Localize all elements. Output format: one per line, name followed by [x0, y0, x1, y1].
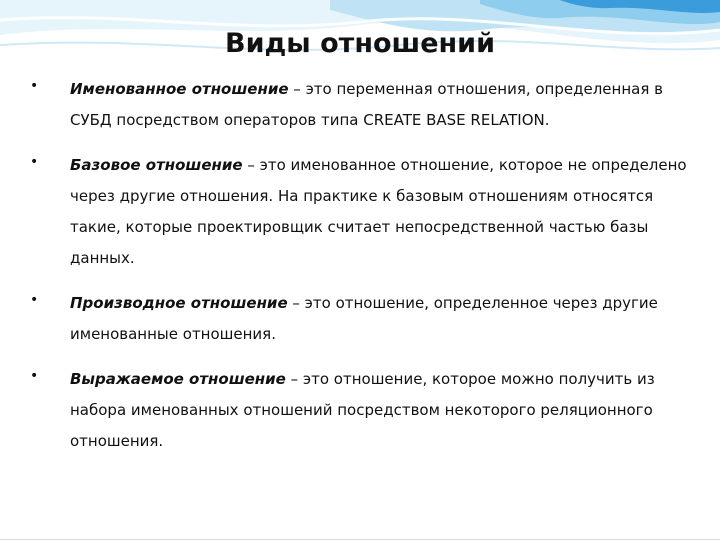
definition: – это отношение, определенное через другие именованные отношения. — [70, 294, 658, 343]
bullet-icon: • — [30, 78, 39, 94]
definition: – это переменная отношения, определенная в СУБД посредством операторов типа CREATE BASE RELATION. — [70, 80, 663, 129]
item-paragraph — [70, 74, 695, 136]
list-item — [30, 364, 695, 457]
term: Именованное отношение — [70, 80, 289, 98]
bullet-icon: • — [30, 368, 39, 384]
definition: – это отношение, которое можно получить из набора именованных отношений посредством некоторого реляционного отношения. — [70, 370, 655, 450]
item-paragraph — [70, 364, 695, 457]
list-item — [30, 150, 695, 274]
term: Базовое отношение — [70, 156, 243, 174]
bullet-list — [30, 74, 695, 471]
definition: – это именованное отношение, которое не определено через другие отношения. На практике к базовым отношениям относятся такие, которые проектировщик считает непосредственной частью базы данных. — [70, 156, 687, 267]
bullet-icon: • — [30, 292, 39, 308]
bullet-icon: • — [30, 154, 39, 170]
term: Выражаемое отношение — [70, 370, 286, 388]
item-paragraph — [70, 288, 695, 350]
item-paragraph — [70, 150, 695, 274]
slide-title: Виды отношений — [225, 28, 495, 59]
term: Производное отношение — [70, 294, 288, 312]
list-item — [30, 288, 695, 350]
list-item — [30, 74, 695, 136]
